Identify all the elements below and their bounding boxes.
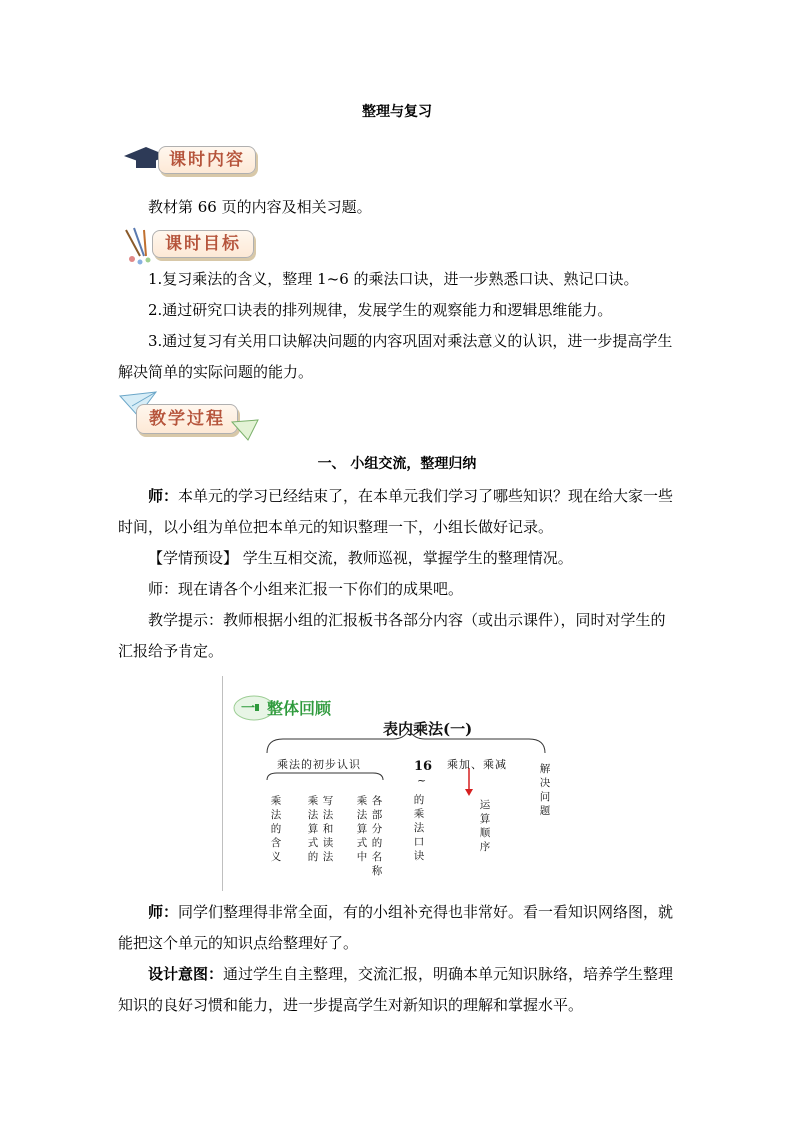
branch-times-table-tilde: ~ bbox=[417, 774, 427, 787]
diagram-header-label: 整体回顾 bbox=[267, 699, 332, 718]
branch-times-table-number: 16 bbox=[414, 759, 433, 774]
paragraph-teacher-report bbox=[118, 574, 678, 605]
badge-course-goals bbox=[120, 226, 260, 266]
content-text: 教材第 66 页的内容及相关习题。 bbox=[148, 198, 372, 216]
badge-course-content bbox=[120, 142, 260, 178]
design-intent-label: 设计意图： bbox=[148, 965, 224, 983]
paragraph-preview bbox=[118, 543, 678, 574]
paragraph-text: 学生互相交流，教师巡视，掌握学生的整理情况。 bbox=[238, 549, 573, 567]
paragraph-text: 通过学生自主整理，交流汇报，明确本单元知识脉络，培养学生整理知识的良好习惯和能力，进一步提高学生对新知识的理解和掌握水平。 bbox=[118, 965, 674, 1014]
paragraph-teaching-tip: 教学提示：教师根据小组的汇报板书各部分内容（或出示课件），同时对学生的汇报给予肯定。 bbox=[118, 611, 666, 660]
paragraph-teacher-summary bbox=[118, 897, 678, 959]
paragraph-teacher-intro bbox=[118, 481, 678, 543]
sub-part-names: 各部分的名称 bbox=[371, 795, 383, 877]
speaker-label: 师： bbox=[148, 580, 179, 598]
page-title: 整理与复习 bbox=[362, 104, 432, 120]
sub-writing-reading: 写法和读法 bbox=[322, 795, 334, 863]
paper-plane-small-icon bbox=[230, 418, 260, 444]
speaker-label: 师： bbox=[148, 903, 179, 921]
diagram-header-number: 一 bbox=[241, 701, 255, 717]
branch-times-table-rest: 的乘法口诀 bbox=[413, 794, 425, 862]
branch-multiplication-intro: 乘法的初步认识 bbox=[277, 758, 361, 771]
badge-teaching-process bbox=[118, 390, 263, 446]
badge-label: 课时内容 bbox=[158, 146, 256, 174]
branch-solve-problems: 解决问题 bbox=[539, 763, 551, 817]
branch-add-subtract: 乘加、乘减 bbox=[447, 758, 507, 771]
badge-label: 教学过程 bbox=[136, 404, 238, 434]
sub-multiplication-meaning: 乘法的含义 bbox=[270, 795, 282, 863]
sub-expression-col-a: 乘法算式的 bbox=[307, 795, 319, 863]
goal-3: 3.通过复习有关用口诀解决问题的内容巩固对乘法意义的认识，进一步提高学生解决简单的实际问题的能力。 bbox=[118, 332, 673, 381]
knowledge-diagram bbox=[222, 676, 573, 891]
sub-operation-order: 运算顺序 bbox=[479, 799, 491, 853]
paragraph-text: 同学们整理得非常全面，有的小组补充得也非常好。看一看知识网络图，就能把这个单元的知识点给整理好了。 bbox=[118, 903, 674, 952]
speaker-label: 师： bbox=[148, 487, 179, 505]
goal-2: 2.通过研究口诀表的排列规律，发展学生的观察能力和逻辑思维能力。 bbox=[148, 301, 613, 319]
sub-expression-col-b: 乘法算式中 bbox=[356, 795, 368, 863]
section-1-heading: 一、 小组交流，整理归纳 bbox=[317, 456, 477, 472]
diagram-main-title: 表内乘法(一) bbox=[383, 720, 473, 738]
preview-label: 【学情预设】 bbox=[148, 549, 239, 567]
badge-label: 课时目标 bbox=[152, 230, 254, 258]
paragraph-design-intent bbox=[118, 959, 678, 1021]
paragraph-text: 现在请各个小组来汇报一下你们的成果吧。 bbox=[178, 580, 464, 598]
goal-1: 1.复习乘法的含义，整理 1~6 的乘法口诀，进一步熟悉口诀、熟记口诀。 bbox=[148, 270, 639, 288]
paragraph-text: 本单元的学习已经结束了，在本单元我们学习了哪些知识？现在给大家一些时间，以小组为单位把本单元的知识整理一下，小组长做好记录。 bbox=[118, 487, 674, 536]
